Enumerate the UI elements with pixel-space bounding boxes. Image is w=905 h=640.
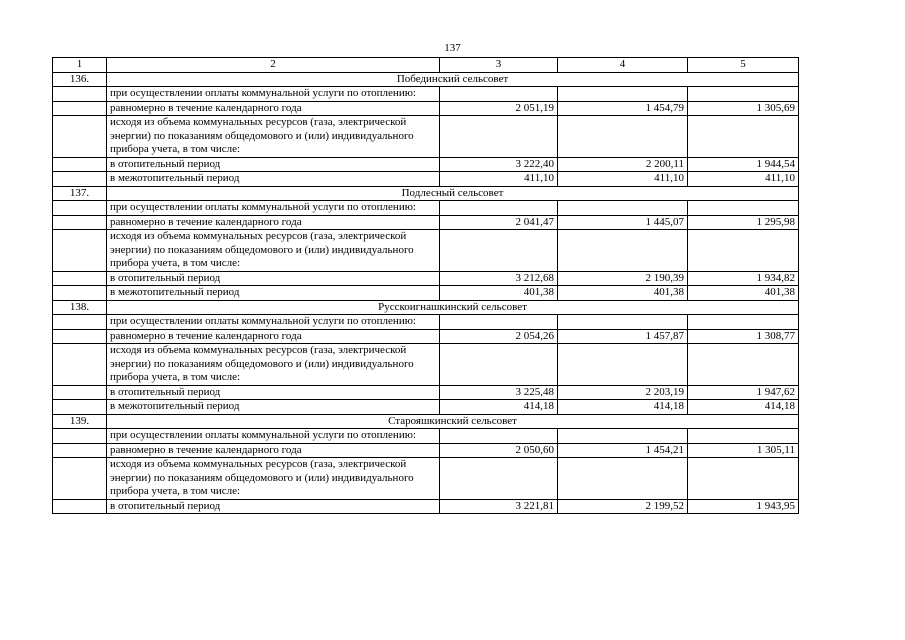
section-header-row [53,186,799,201]
value-cell: 1 454,79 [558,101,688,116]
table-row [53,172,799,187]
section-title: Старояшкинский сельсовет [107,414,799,429]
column-number: 5 [688,58,799,73]
empty-cell [558,344,688,386]
empty-cell [440,230,558,272]
empty-cell [440,315,558,330]
table-row [53,458,799,500]
empty-cell [53,101,107,116]
value-cell: 1 944,54 [688,157,799,172]
empty-cell [688,230,799,272]
table-row [53,230,799,272]
table-row [53,329,799,344]
table-row [53,385,799,400]
value-cell: 3 222,40 [440,157,558,172]
value-cell: 3 212,68 [440,271,558,286]
section-title: Подлесный сельсовет [107,186,799,201]
value-cell: 1 305,11 [688,443,799,458]
table-row [53,87,799,102]
table-row [53,157,799,172]
empty-cell [53,286,107,301]
empty-cell [558,230,688,272]
empty-cell [53,201,107,216]
value-cell: 414,18 [688,400,799,415]
section-title: Русскоигнашкинский сельсовет [107,300,799,315]
row-label: исходя из объема коммунальных ресурсов (газа, электрической энергии) по показаниям общедомового и (или) индивидуального прибора учета, в том числе: [107,230,440,272]
table-row [53,286,799,301]
value-cell: 1 943,95 [688,499,799,514]
value-cell: 414,18 [440,400,558,415]
row-label: в межотопительный период [107,286,440,301]
section-header-row [53,414,799,429]
empty-cell [53,215,107,230]
empty-cell [53,116,107,158]
value-cell: 411,10 [688,172,799,187]
table-row [53,215,799,230]
value-cell: 2 190,39 [558,271,688,286]
empty-cell [688,458,799,500]
row-label: равномерно в течение календарного года [107,329,440,344]
table-row [53,201,799,216]
empty-cell [440,116,558,158]
value-cell: 1 308,77 [688,329,799,344]
empty-cell [558,315,688,330]
row-label: в отопительный период [107,157,440,172]
empty-cell [558,87,688,102]
empty-cell [440,429,558,444]
column-number: 3 [440,58,558,73]
empty-cell [688,87,799,102]
value-cell: 401,38 [440,286,558,301]
table-row [53,315,799,330]
value-cell: 2 050,60 [440,443,558,458]
empty-cell [53,458,107,500]
empty-cell [558,458,688,500]
empty-cell [53,429,107,444]
section-header-row [53,72,799,87]
empty-cell [53,499,107,514]
empty-cell [688,315,799,330]
value-cell: 411,10 [440,172,558,187]
empty-cell [53,344,107,386]
table-row [53,271,799,286]
table-row [53,443,799,458]
value-cell: 1 457,87 [558,329,688,344]
empty-cell [53,230,107,272]
column-number-row [53,58,799,73]
value-cell: 1 947,62 [688,385,799,400]
page-number: 137 [444,42,461,54]
empty-cell [558,116,688,158]
empty-cell [53,271,107,286]
empty-cell [440,458,558,500]
empty-cell [688,344,799,386]
empty-cell [688,429,799,444]
table-row [53,499,799,514]
value-cell: 3 225,48 [440,385,558,400]
row-label: при осуществлении оплаты коммунальной услуги по отоплению: [107,201,440,216]
row-label: исходя из объема коммунальных ресурсов (газа, электрической энергии) по показаниям общедомового и (или) индивидуального прибора учета, в том числе: [107,458,440,500]
row-label: исходя из объема коммунальных ресурсов (газа, электрической энергии) по показаниям общедомового и (или) индивидуального прибора учета, в том числе: [107,344,440,386]
section-index: 137. [53,186,107,201]
section-index: 136. [53,72,107,87]
value-cell: 1 295,98 [688,215,799,230]
row-label: при осуществлении оплаты коммунальной услуги по отоплению: [107,315,440,330]
empty-cell [53,315,107,330]
column-number: 2 [107,58,440,73]
row-label: в отопительный период [107,385,440,400]
row-label: равномерно в течение календарного года [107,101,440,116]
empty-cell [53,385,107,400]
value-cell: 1 305,69 [688,101,799,116]
value-cell: 411,10 [558,172,688,187]
value-cell: 2 200,11 [558,157,688,172]
value-cell: 1 445,07 [558,215,688,230]
empty-cell [53,87,107,102]
value-cell: 401,38 [558,286,688,301]
row-label: в отопительный период [107,499,440,514]
empty-cell [558,201,688,216]
column-number: 1 [53,58,107,73]
value-cell: 2 054,26 [440,329,558,344]
empty-cell [53,157,107,172]
value-cell: 2 203,19 [558,385,688,400]
row-label: при осуществлении оплаты коммунальной услуги по отоплению: [107,429,440,444]
row-label: при осуществлении оплаты коммунальной услуги по отоплению: [107,87,440,102]
value-cell: 3 221,81 [440,499,558,514]
empty-cell [688,116,799,158]
row-label: равномерно в течение календарного года [107,215,440,230]
table-row [53,101,799,116]
section-title: Побединский сельсовет [107,72,799,87]
row-label: в отопительный период [107,271,440,286]
table-row [53,400,799,415]
empty-cell [440,87,558,102]
empty-cell [53,443,107,458]
table-row [53,429,799,444]
value-cell: 2 199,52 [558,499,688,514]
empty-cell [440,344,558,386]
empty-cell [688,201,799,216]
row-label: в межотопительный период [107,172,440,187]
section-index: 139. [53,414,107,429]
empty-cell [53,400,107,415]
empty-cell [53,329,107,344]
empty-cell [440,201,558,216]
section-index: 138. [53,300,107,315]
value-cell: 414,18 [558,400,688,415]
tariff-table [52,57,799,514]
empty-cell [558,429,688,444]
table-row [53,116,799,158]
empty-cell [53,172,107,187]
row-label: исходя из объема коммунальных ресурсов (газа, электрической энергии) по показаниям общедомового и (или) индивидуального прибора учета, в том числе: [107,116,440,158]
value-cell: 2 051,19 [440,101,558,116]
value-cell: 1 454,21 [558,443,688,458]
value-cell: 401,38 [688,286,799,301]
row-label: в межотопительный период [107,400,440,415]
section-header-row [53,300,799,315]
row-label: равномерно в течение календарного года [107,443,440,458]
table-row [53,344,799,386]
column-number: 4 [558,58,688,73]
value-cell: 2 041,47 [440,215,558,230]
value-cell: 1 934,82 [688,271,799,286]
